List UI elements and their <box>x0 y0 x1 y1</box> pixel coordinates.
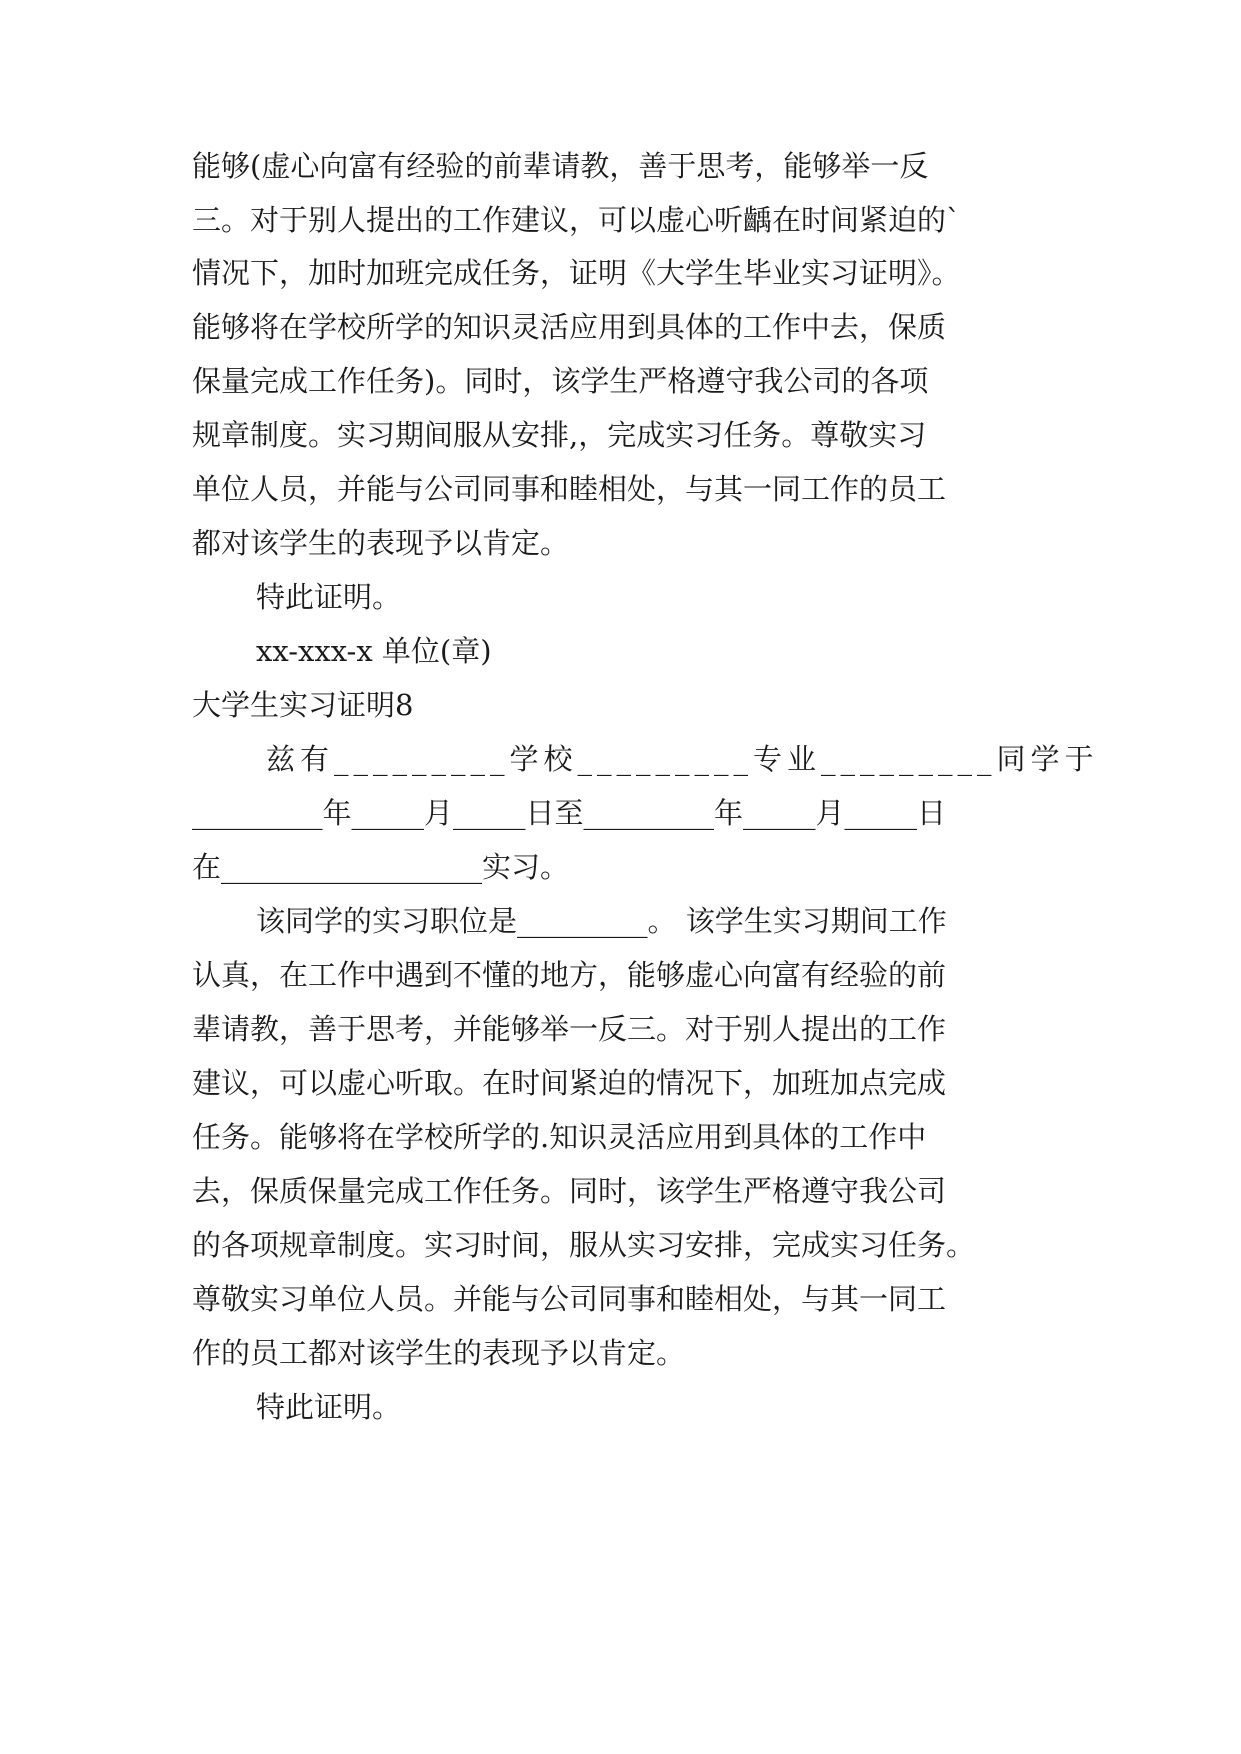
form-line: 兹有_________学校_________专业_________同学于 <box>266 742 1099 776</box>
text-line: 规章制度。实习期间服从安排,，完成实习任务。尊敬实习 <box>192 418 927 452</box>
text-line: 建议，可以虚心听取。在时间紧迫的情况下，加班加点完成 <box>192 1066 947 1100</box>
form-line: 在__________________实习。 <box>192 850 570 884</box>
section-title: 大学生实习证明8 <box>192 688 414 722</box>
closing-statement: 特此证明。 <box>256 580 402 614</box>
text-line: 的各项规章制度。实习时间，服从实习安排，完成实习任务。 <box>192 1228 976 1262</box>
text-line: 辈请教，善于思考，并能够举一反三。对于别人提出的工作 <box>192 1012 947 1046</box>
form-line: _________年_____月_____日至_________年_____月_____日 <box>192 796 947 830</box>
text-line: 三。对于别人提出的工作建议，可以虚心听齲在时间紧迫的` <box>192 203 961 237</box>
text-line: 能够(虚心向富有经验的前辈请教，善于思考，能够举一反 <box>192 149 929 183</box>
signature-unit-seal: xx-xxx-x 单位(章) <box>256 634 492 668</box>
text-line: 都对该学生的表现予以肯定。 <box>192 526 570 560</box>
text-line: 尊敬实习单位人员。并能与公司同事和睦相处，与其一同工 <box>192 1282 947 1316</box>
text-line: 任务。能够将在学校所学的.知识灵活应用到具体的工作中 <box>192 1120 927 1154</box>
closing-statement: 特此证明。 <box>256 1390 402 1424</box>
text-line: 作的员工都对该学生的表现予以肯定。 <box>192 1336 686 1370</box>
text-line: 情况下，加时加班完成任务，证明《大学生毕业实习证明》。 <box>192 256 961 290</box>
text-line: 认真，在工作中遇到不懂的地方，能够虚心向富有经验的前 <box>192 958 947 992</box>
text-line: 该同学的实习职位是_________。 该学生实习期间工作 <box>256 904 947 938</box>
text-line: 保量完成工作任务)。同时，该学生严格遵守我公司的各项 <box>192 364 929 398</box>
text-line: 能够将在学校所学的知识灵活应用到具体的工作中去，保质 <box>192 310 947 344</box>
text-line: 去，保质保量完成工作任务。同时，该学生严格遵守我公司 <box>192 1174 947 1208</box>
text-line: 单位人员，并能与公司同事和睦相处，与其一同工作的员工 <box>192 472 947 506</box>
